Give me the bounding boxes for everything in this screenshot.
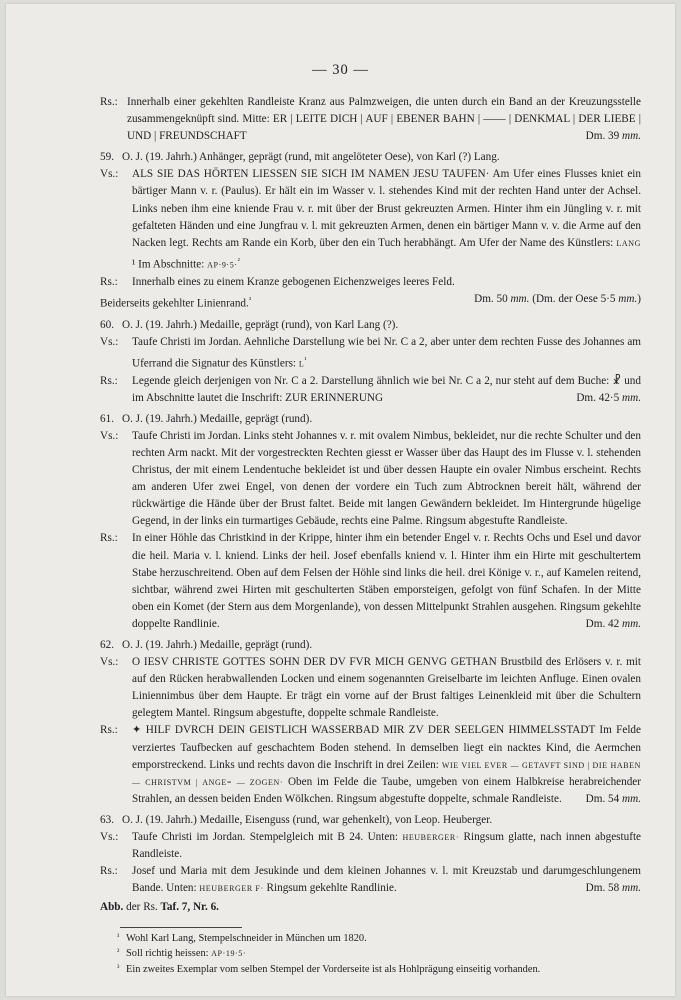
reverse-label: Rs.: <box>100 374 118 387</box>
document-page <box>6 4 675 996</box>
reverse-label: Rs.: <box>100 724 118 737</box>
entry-number: 62. <box>100 639 114 652</box>
catalog-content <box>100 94 641 977</box>
obverse-description: Vs.: Taufe Christi im Jordan. Links steht Johannes v. r. mit ovalem Nimbus, bekleidet, nur die rechte Schulter und den rechten Arm nackt. Mit der vorgestreckten Rechten giesst er Wasser über das Haupt des im Flusse v. l. stehenden Christus, der mit einem Lendentuche bekleidet ist und über dessen Haupte ein ovaler Nimbus erscheint. Rechts am anderen Ufer zwei Engel, von denen der vordere ein Tuch zum Abtrocknen bereit hält, während der rückwärtige die Hände über der Brust faltet. Beide mit langen Gewändern bekleidet. Im Hintergrunde hügelige Gegend, in der links ein turmartiges Gebäude, rechts eine Palme. Ringsum abgestufte Randleiste. <box>100 429 641 528</box>
entry-number: 61. <box>100 412 114 425</box>
catalog-entry-59 <box>100 149 641 312</box>
entry-number: 63. <box>100 813 114 826</box>
reverse-description: Rs.: Josef und Maria mit dem Jesukinde und dem kleinen Johannes v. l. mit Kreuzstab und darumgeschlungenem Bande. Unten: HEUBERGER F· Ringsum gekehlte Randlinie. Dm. 58 mm. <box>100 863 641 897</box>
entry-heading: 60. O. J. (19. Jahrh.) Medaille, geprägt (rund), von Karl Lang (?). <box>100 317 641 334</box>
reverse-label: Rs.: <box>100 532 118 545</box>
diameter: Dm. 42·5 mm. <box>576 391 641 404</box>
obverse-description: Vs.: Taufe Christi im Jordan. Aehnliche Darstellung wie bei Nr. C a 2, aber unter dem rechten Fusse des Johannes am Uferrand die Signatur des Künstlers: $L^{^1}$ <box>100 335 641 370</box>
entry-heading: 61. O. J. (19. Jahrh.) Medaille, geprägt (rund). <box>100 411 641 428</box>
page-number: — 30 — <box>312 62 369 78</box>
reverse-description: Rs.: ✦ HILF DVRCH DEIN GEISTLICH WASSERBAD MIR ZV DER SEELGEN HIMMELSSTADT Im Felde verziertes Taufbecken auf geschachtem Boden stehend. In demselben liegt ein nacktes Kind, die Aermchen emporstreckend. Links und rechts davon die Inschrift in drei Zeilen: WIE VIEL EVER — GETAVFT SIND | DIE HABEN — CHRISTVM | ANGE= — ZOGEN· Oben im Felde die Taube, umgeben von einem Halbkreise herabreichender Strahlen, an dessen beiden Enden Wölkchen. Ringsum abgestufte doppelte, schmale Randleiste. Dm. 54 mm. <box>100 722 641 807</box>
catalog-entry-60 <box>100 317 641 407</box>
entry-number: 59. <box>100 151 114 164</box>
diameter: Dm. 58 mm. <box>585 882 641 895</box>
reverse-description: Rs.: Legende gleich derjenigen von Nr. C a 2. Darstellung ähnlich wie bei Nr. C a 2, nur steht auf dem Buche: ☧ und im Abschnitte lautet die Inschrift: ZUR ERINNERUNG Dm. 42·5 mm. <box>100 373 641 407</box>
reverse-description: Rs.: In einer Höhle das Christkind in der Krippe, hinter ihm ein betender Engel v. r. Rechts Ochs und Esel und davor die heil. Maria v. l. kniend. Links der heil. Josef ebenfalls kniend v. l. Hinter ihm ein Hirte mit geschultertem Stabe herzuschreitend. Oben auf dem Felsen der Höhle sind links die heil. drei Könige v. r., auf Kamelen reitend, sichtbar, während zwei Hirten mit geschulterten Stäben emporsteigen, gefolgt von fünf Schafen. In der Mitte oben ein Komet (der Stern aus dem Morgenlande), von dessen Mittelpunkt Strahlen ausgehen. Ringsum gekehlte doppelte Randlinie. Dm. 42 mm. <box>100 530 641 633</box>
footnote-2: ² Soll richtig heissen: AP·19·5· <box>117 947 247 960</box>
reverse-label: Rs.: <box>100 275 118 288</box>
reverse-description: Rs.: Innerhalb eines zu einem Kranze gebogenen Eichenzweiges leeres Feld. <box>100 274 641 291</box>
obverse-label: Vs.: <box>100 831 119 844</box>
obverse-label: Vs.: <box>100 168 119 181</box>
diameter: Dm. 42 mm. <box>585 617 641 630</box>
entry-heading: 63. O. J. (19. Jahrh.) Medaille, Eisenguss (rund, war gehenkelt), von Leop. Heuberger. <box>100 812 641 829</box>
obverse-description: Vs.: Taufe Christi im Jordan. Stempelgleich mit B 24. Unten: HEUBERGER· Ringsum glatte, nach innen abgestufte Randleiste. <box>100 831 642 861</box>
footnote-1: ¹ Wohl Karl Lang, Stempelschneider in München um 1820. <box>117 931 367 944</box>
reverse-text: Innerhalb einer gekehlten Randleiste Kranz aus Palmzweigen, die unten durch ein Band an der Kreuzungsstelle zusammengeknüpft sind. Mitte: ER | LEITE DICH | AUF | EBENER BAHN | —— | DENKMAL | DER LIEBE | UND | FREUNDSCHAFT <box>127 96 641 143</box>
diameter: Dm. 50 mm. (Dm. der Oese 5·5 mm.) <box>474 292 641 305</box>
diameter: Dm. 39 mm. <box>585 130 641 143</box>
continued-entry <box>100 94 641 145</box>
obverse-label: Vs.: <box>100 656 119 669</box>
reverse-label: Rs.: <box>100 96 118 108</box>
catalog-entry-63 <box>100 812 641 917</box>
obverse-label: Vs.: <box>100 335 119 348</box>
diameter: Dm. 54 mm. <box>585 792 641 805</box>
footnotes <box>100 931 641 978</box>
obverse-label: Vs.: <box>100 429 119 442</box>
reverse-label: Rs.: <box>100 865 118 878</box>
catalog-entry-62 <box>100 637 641 808</box>
entry-number: 60. <box>100 318 114 331</box>
rim-description: Beiderseits gekehlter Linienrand.$^{^3}$ Dm. 50 mm. (Dm. der Oese 5·5 mm.) <box>100 292 641 310</box>
footnote-divider <box>120 927 242 928</box>
reverse-description <box>100 94 641 145</box>
obverse-description: Vs.: ALS SIE DAS HÖRTEN LIESSEN SIE SICH IM NAMEN JESU TAUFEN· Am Ufer eines Flusses kniet ein bärtiger Mann v. r. (Paulus). Er hält ein im Wasser v. l. stehendes Kind mit der rechten Hand unter der Achsel. Links neben ihm eine kniende Frau v. r. mit über der Brust gekreuzten Armen. Hinter ihm ein Jüngling v. r. mit gefalteten Händen und eine Jungfrau v. l. mit gekreuzten Armen, denen ein bärtiger Mann v. v. die Arme auf den Nacken legt. Rechts am Rande ein Korb, über den ein Tuch herabhängt. Am Ufer der Name des Künstlers: LANG ¹ Im Abschnitte: AP·9·5·$^{^2}$ <box>100 168 641 271</box>
illustration-reference: Abb. der Rs. Taf. 7, Nr. 6. <box>100 901 219 914</box>
footnote-3: ³ Ein zweites Exemplar vom selben Stempel der Vorderseite ist als Hohlprägung einseitig vorhanden. <box>117 962 541 975</box>
catalog-entry-61 <box>100 411 641 633</box>
entry-heading: 62. O. J. (19. Jahrh.) Medaille, geprägt (rund). <box>100 637 641 654</box>
obverse-description: Vs.: O IESV CHRISTE GOTTES SOHN DER DV FVR MICH GENVG GETHAN Brustbild des Erlösers v. r. mit auf den Rücken herabwallenden Locken und einem sogenannten Greiselbarte im leichten Anfluge. Einen ovalen Liniennimbus über dem Haupte. Er trägt ein vorne auf der Brust faltiges Leinenkleid mit über die Schultern gelegtem Mantel. Ringsum abgestufte, doppelte schmale Randleiste. <box>100 656 641 720</box>
entry-heading: 59. O. J. (19. Jahrh.) Anhänger, geprägt (rund, mit angelöteter Oese), von Karl (?) Lang. <box>100 149 641 166</box>
